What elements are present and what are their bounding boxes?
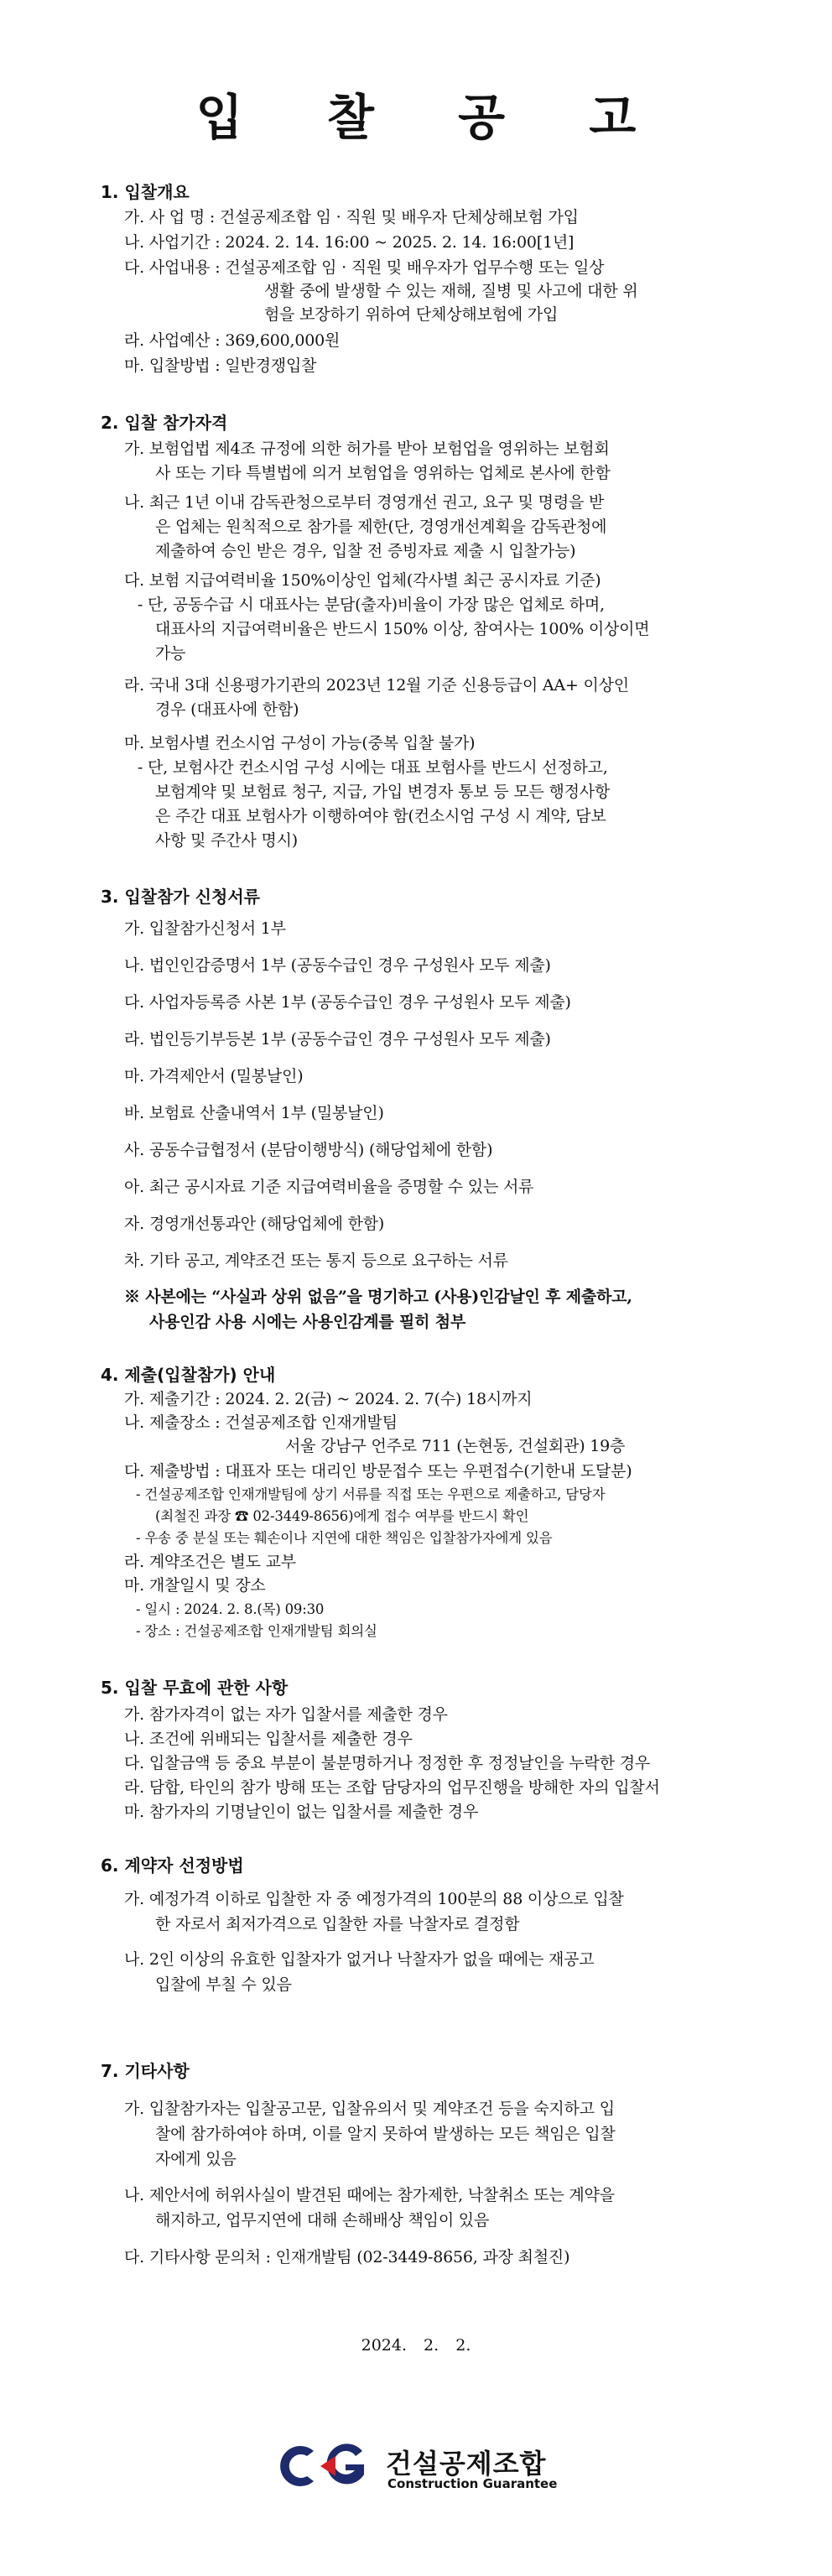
eligibility-line: 경우 (대표사에 한함): [155, 700, 299, 719]
eligibility-line: 나. 최근 1년 이내 감독관청으로부터 경영개선 권고, 요구 및 명령을 받: [124, 493, 605, 512]
section-heading-misc: 7. 기타사항: [101, 2061, 190, 2081]
eligibility-line: 가능: [155, 644, 186, 663]
documents-line: 마. 가격제안서 (밀봉날인): [124, 1067, 304, 1085]
submission-line: - 건설공제조합 인재개발팀에 상기 서류를 직접 또는 우편으로 제출하고, 담당자: [136, 1486, 606, 1502]
page-title: 입 찰 공 고: [195, 89, 670, 146]
overview-line: 라. 사업예산 : 369,600,000원: [124, 331, 341, 350]
documents-line: 아. 최근 공시자료 기준 지급여력비율을 증명할 수 있는 서류: [124, 1178, 534, 1196]
documents-note: 사용인감 사용 시에는 사용인감계를 필히 첨부: [149, 1313, 466, 1331]
submission-line: 나. 제출장소 : 건설공제조합 인재개발팀: [124, 1413, 398, 1432]
misc-line: 해지하고, 업무지연에 대해 손해배상 책임이 있음: [155, 2211, 490, 2230]
overview-line: 나. 사업기간 : 2024. 2. 14. 16:00 ~ 2025. 2. 14. 16:00[1년]: [124, 233, 575, 252]
documents-line: 가. 입찰참가신청서 1부: [124, 919, 286, 938]
eligibility-line: 라. 국내 3대 신용평가기관의 2023년 12월 기준 신용등급이 AA+ 이상인: [124, 676, 629, 695]
overview-line: 가. 사 업 명 : 건설공제조합 임 · 직원 및 배우자 단체상해보험 가입: [124, 208, 579, 226]
overview-line: 험을 보장하기 위하여 단체상해보험에 가입: [264, 305, 559, 324]
section-heading-submission: 4. 제출(입찰참가) 안내: [101, 1365, 276, 1385]
documents-line: 차. 기타 공고, 계약조건 또는 통지 등으로 요구하는 서류: [124, 1252, 508, 1270]
invalidity-line: 마. 참가자의 기명날인이 없는 입찰서를 제출한 경우: [124, 1803, 479, 1821]
overview-line: 생활 중에 발생할 수 있는 재해, 질병 및 사고에 대한 위: [264, 282, 638, 300]
section-heading-overview: 1. 입찰개요: [101, 182, 190, 202]
cg-mark-icon: [270, 2441, 381, 2491]
eligibility-line: 가. 보험업법 제4조 규정에 의한 허가를 받아 보험업을 영위하는 보험회: [124, 440, 610, 458]
misc-line: 가. 입찰참가자는 입찰공고문, 입찰유의서 및 계약조건 등을 숙지하고 입: [124, 2100, 615, 2118]
invalidity-line: 라. 담합, 타인의 참가 방해 또는 조합 담당자의 업무진행을 방해한 자의 입찰서: [124, 1778, 660, 1797]
overview-line: 다. 사업내용 : 건설공제조합 임 · 직원 및 배우자가 업무수행 또는 일상: [124, 258, 605, 277]
eligibility-line: 대표사의 지급여력비율은 반드시 150% 이상, 참여사는 100% 이상이면: [155, 620, 650, 638]
section-heading-documents: 3. 입찰참가 신청서류: [101, 887, 260, 907]
eligibility-line: - 단, 보험사간 컨소시엄 구성 시에는 대표 보험사를 반드시 선정하고,: [138, 758, 608, 777]
section-heading-invalidity: 5. 입찰 무효에 관한 사항: [101, 1678, 289, 1698]
misc-line: 나. 제안서에 허위사실이 발견된 때에는 참가제한, 낙찰취소 또는 계약을: [124, 2186, 615, 2204]
documents-line: 다. 사업자등록증 사본 1부 (공동수급인 경우 구성원사 모두 제출): [124, 993, 571, 1012]
selection-line: 한 자로서 최저가격으로 입찰한 자를 낙찰자로 결정함: [155, 1915, 520, 1933]
eligibility-line: 제출하여 승인 받은 경우, 입찰 전 증빙자료 제출 시 입찰가능): [155, 542, 576, 560]
submission-line: - 장소 : 건설공제조합 인재개발팀 회의실: [136, 1623, 377, 1639]
submission-line: 가. 제출기간 : 2024. 2. 2(금) ~ 2024. 2. 7(수) 18시까지: [124, 1390, 533, 1408]
submission-line: 다. 제출방법 : 대표자 또는 대리인 방문접수 또는 우편접수(기한내 도달분): [124, 1462, 632, 1481]
submission-line: - 일시 : 2024. 2. 8.(목) 09:30: [136, 1601, 325, 1617]
misc-line: 자에게 있음: [155, 2150, 237, 2168]
documents-line: 라. 법인등기부등본 1부 (공동수급인 경우 구성원사 모두 제출): [124, 1030, 551, 1049]
misc-line: 찰에 참가하여야 하며, 이를 알지 못하여 발생하는 모든 책임은 입찰: [155, 2125, 616, 2143]
selection-line: 가. 예정가격 이하로 입찰한 자 중 예정가격의 100분의 88 이상으로 입찰: [124, 1890, 624, 1908]
company-logo: [270, 2441, 580, 2495]
eligibility-line: 은 주간 대표 보험사가 이행하여야 함(컨소시엄 구성 시 계약, 담보: [155, 807, 606, 825]
selection-line: 입찰에 부칠 수 있음: [155, 1975, 292, 1994]
submission-line: - 우송 중 분실 또는 훼손이나 지연에 대한 책임은 입찰참가자에게 있음: [136, 1530, 553, 1546]
section-heading-eligibility: 2. 입찰 참가자격: [101, 413, 228, 433]
eligibility-line: 은 업체는 원칙적으로 참가를 제한(단, 경영개선계획을 감독관청에: [155, 518, 607, 536]
submission-line: 마. 개찰일시 및 장소: [124, 1576, 266, 1595]
company-name-english: Construction Guarantee: [387, 2476, 558, 2491]
eligibility-line: 다. 보험 지급여력비율 150%이상인 업체(각사별 최근 공시자료 기준): [124, 571, 601, 590]
invalidity-line: 가. 참가자격이 없는 자가 입찰서를 제출한 경우: [124, 1705, 448, 1724]
submission-line: (최철진 과장 ☎ 02-3449-8656)에게 접수 여부를 반드시 확인: [155, 1508, 529, 1524]
documents-line: 바. 보험료 산출내역서 1부 (밀봉날인): [124, 1104, 384, 1122]
eligibility-line: 사항 및 주간사 명시): [155, 831, 298, 850]
documents-line: 자. 경영개선통과안 (해당업체에 한함): [124, 1215, 385, 1233]
selection-line: 나. 2인 이상의 유효한 입찰자가 없거나 낙찰자가 없을 때에는 재공고: [124, 1950, 595, 1969]
eligibility-line: - 단, 공동수급 시 대표사는 분담(출자)비율이 가장 많은 업체로 하며,: [138, 596, 605, 614]
notice-date: 2024. 2. 2.: [361, 2336, 471, 2355]
eligibility-line: 보험계약 및 보험료 청구, 지급, 가입 변경자 통보 등 모든 행정사항: [155, 783, 611, 801]
misc-line: 다. 기타사항 문의처 : 인재개발팀 (02-3449-8656, 과장 최철진): [124, 2248, 570, 2266]
invalidity-line: 나. 조건에 위배되는 입찰서를 제출한 경우: [124, 1730, 413, 1748]
documents-line: 사. 공동수급협정서 (분담이행방식) (해당업체에 한함): [124, 1141, 493, 1159]
submission-line: 서울 강남구 언주로 711 (논현동, 건설회관) 19층: [285, 1437, 626, 1455]
documents-line: 나. 법인인감증명서 1부 (공동수급인 경우 구성원사 모두 제출): [124, 956, 551, 975]
section-heading-selection: 6. 계약자 선정방법: [101, 1855, 244, 1876]
overview-line: 마. 입찰방법 : 일반경쟁입찰: [124, 356, 317, 375]
company-name-korean: 건설공제조합: [386, 2448, 547, 2480]
eligibility-line: 사 또는 기타 특별법에 의거 보험업을 영위하는 업체로 본사에 한함: [155, 464, 611, 482]
eligibility-line: 마. 보험사별 컨소시엄 구성이 가능(중복 입찰 불가): [124, 734, 476, 752]
documents-note: ※ 사본에는 “사실과 상위 없음”을 명기하고 (사용)인감날인 후 제출하고,: [124, 1288, 632, 1306]
submission-line: 라. 계약조건은 별도 교부: [124, 1553, 296, 1571]
invalidity-line: 다. 입찰금액 등 중요 부분이 불분명하거나 정정한 후 정정날인을 누락한 경우: [124, 1754, 651, 1772]
